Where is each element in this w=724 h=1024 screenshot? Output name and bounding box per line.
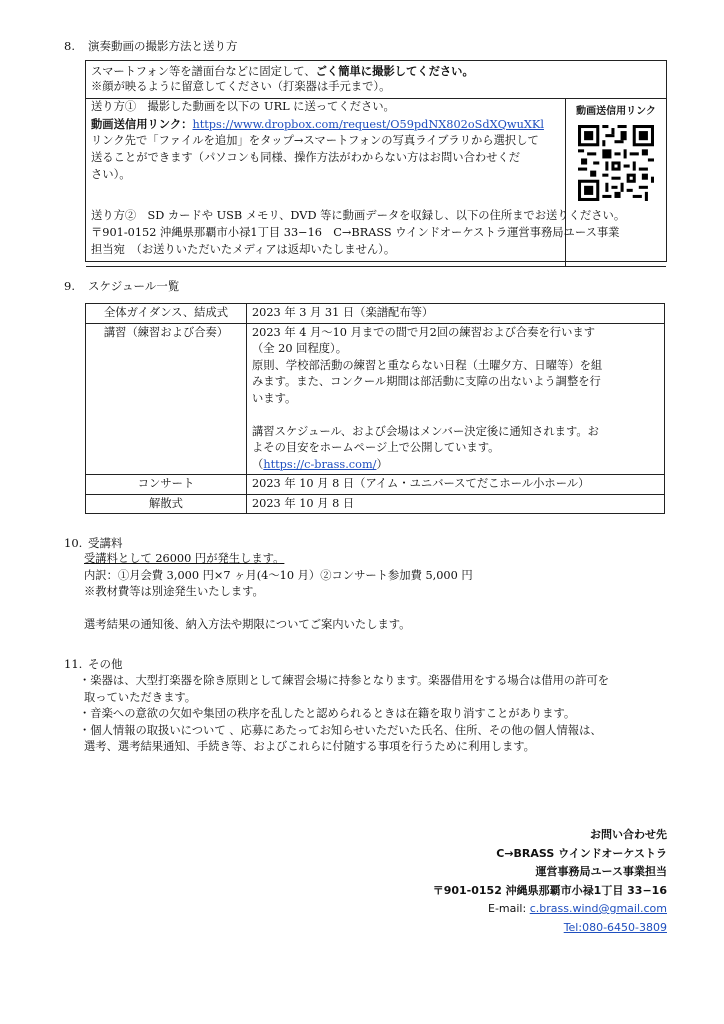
schedule-detail: 2023 年 10 月 8 日 (247, 494, 665, 514)
method-2-row (86, 207, 666, 261)
note-line: 取っていただきます。 (84, 690, 197, 704)
link-label: 動画送信用リンク： (91, 117, 193, 131)
intro-text: スマートフォン等を譜面台などに固定して、 (91, 65, 316, 78)
detail-line: よその目安をホームページ上で公開しています。 (252, 441, 500, 454)
note-line: ・楽器は、大型打楽器を除き原則として練習会場に持参となります。楽器借用をする場合は借用の許可を (79, 674, 610, 687)
contact-tel-line (433, 919, 667, 938)
method-1-line-1: 送り方① 撮影した動画を以下の URL に送ってください。 (91, 100, 395, 113)
table-row (86, 323, 665, 475)
intro-line-2: ※顔が映るように留意してください（打楽器は手元まで）。 (91, 80, 391, 93)
method-2-line-1: 送り方② SD カードや USB メモリ、DVD 等に動画データを収録し、以下の住所までお送りください。 (91, 209, 626, 222)
dropbox-link[interactable]: https://www.dropbox.com/request/O59pdNX802oSdXQwuXKl (192, 118, 544, 131)
fee-line-3: ※教材費等は別途発生いたします。 (84, 585, 264, 598)
qr-code-icon[interactable] (578, 125, 654, 201)
email-link[interactable]: c.brass.wind@gmail.com (529, 902, 667, 915)
blank-line (84, 601, 473, 618)
section-8-heading (64, 38, 238, 54)
section-number: 11. (64, 657, 83, 671)
section-title: スケジュール一覧 (88, 279, 180, 293)
contact-address: 〒901-0152 沖縄県那覇市小禄1丁目 33−16 (432, 883, 667, 897)
detail-line: います。 (252, 391, 297, 405)
section-number: 10. (64, 536, 83, 550)
method-1-line-3: リンク先で「ファイルを追加」をタップ→スマートフォンの写真ライブラリから選択して (91, 134, 539, 147)
fee-line-4: 選考結果の通知後、納入方法や期限についてご案内いたします。 (84, 618, 411, 631)
section-9-heading (64, 278, 179, 294)
url-paren: （ (252, 457, 264, 471)
method-1-line-4: 送ることができます（パソコンも同様、操作方法がわからない方はお問い合わせくだ (91, 151, 521, 164)
schedule-table (85, 303, 665, 514)
section-number: 9. (64, 279, 75, 293)
email-label: E-mail: (488, 902, 530, 915)
method-2-line-2: 〒901-0152 沖縄県那覇市小禄1丁目 33−16 C→BRASS ウインドオーケストラ運営事務局ユース事業 (91, 226, 620, 239)
intro-bold-text: ごく簡単に撮影してください。 (315, 64, 474, 78)
contact-email-line (433, 900, 667, 919)
video-submission-box (85, 60, 667, 262)
fee-line-1: 受講料として 26000 円が発生します。 (84, 552, 285, 565)
section-title: 受講料 (88, 536, 123, 550)
tel-link[interactable]: Tel:080-6450-3809 (563, 920, 667, 934)
section-11-heading (64, 656, 123, 672)
detail-line: 原則、学校部活動の練習と重ならない日程（土曜夕方、日曜等）を組 (252, 358, 603, 372)
schedule-detail (247, 323, 665, 475)
table-row (86, 475, 665, 495)
note-line: ・個人情報の取扱いについて 、応募にあたってお知らせいただいた氏名、住所、その他の個人情報は、 (79, 723, 602, 737)
table-row (86, 494, 665, 514)
note-line: 選考、選考結果通知、手続き等、およびこれらに付随する事項を行うために利用します。 (84, 740, 535, 753)
contact-heading: お問い合わせ先 (590, 828, 667, 841)
section-title: 演奏動画の撮影方法と送り方 (88, 39, 238, 53)
fee-line-2: 内訳：①月会費 3,000 円×7 ヶ月(4～10 月）②コンサート参加費 5,000 円 (84, 568, 473, 582)
blank-line (252, 407, 659, 424)
method-2-line-3: 担当宛 （お送りいただいたメディアは返却いたしません）。 (91, 243, 396, 256)
detail-line: （全 20 回程度）。 (252, 342, 347, 355)
website-link[interactable]: https://c-brass.com/ (263, 457, 377, 471)
detail-line: 講習スケジュール、および会場はメンバー決定後に通知されます。お (252, 424, 599, 438)
note-line: ・音楽への意欲の欠如や集団の秩序を乱したと認められるときは在籍を取り消すことがあります。 (79, 707, 576, 720)
table-row (86, 304, 665, 324)
method-1-line-5: さい）。 (91, 168, 131, 181)
detail-line: 2023 年 4 月～10 月までの間で月2回の練習および合奏を行います (252, 325, 595, 339)
notes-block (79, 673, 609, 756)
schedule-label: 全体ガイダンス、結成式 (86, 304, 247, 324)
section-title: その他 (88, 657, 123, 671)
contact-dept: 運営事務局ユース事業担当 (535, 865, 667, 878)
schedule-label: 解散式 (86, 494, 247, 514)
detail-line: みます。また、コンクール期間は部活動に支障の出ないよう調整を行 (252, 375, 601, 388)
intro-line-1 (91, 63, 474, 80)
contact-org: C→BRASS ウインドオーケストラ (496, 846, 667, 860)
schedule-label: コンサート (86, 475, 247, 495)
schedule-detail: 2023 年 10 月 8 日（アイム・ユニバースてだこホール小ホール） (247, 475, 665, 495)
schedule-detail: 2023 年 3 月 31 日（楽譜配布等） (247, 304, 665, 324)
fee-block (84, 551, 473, 634)
url-paren: ） (376, 457, 388, 471)
schedule-label: 講習（練習および合奏） (86, 323, 247, 475)
qr-label: 動画送信用リンク (576, 106, 656, 117)
section-10-heading (64, 535, 123, 551)
section-number: 8. (64, 39, 75, 53)
method-1-link-line (91, 116, 566, 133)
contact-block (433, 826, 667, 937)
intro-row (86, 61, 666, 99)
detail-line (252, 457, 659, 474)
